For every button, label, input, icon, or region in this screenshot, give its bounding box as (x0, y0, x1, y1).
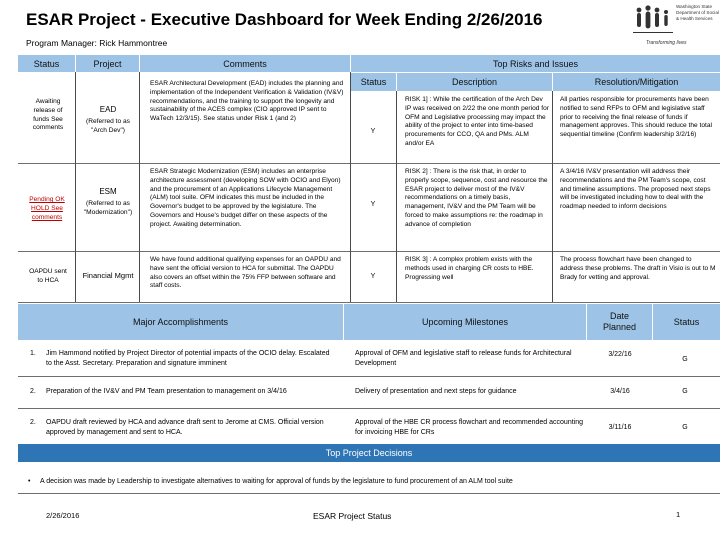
risk-resolution: The process flowchart have been changed to address these problems. The draft in Visio is out to M Brady for vetting and approval. (560, 256, 716, 281)
milestone-text: Delivery of presentation and next steps for guidance (355, 388, 517, 395)
milestone-date-header: Date Planned (587, 304, 652, 340)
row-separator (18, 376, 720, 377)
page-number: 1 (676, 510, 681, 519)
project-name: ESM (99, 187, 117, 196)
col-header-comments: Comments (140, 55, 350, 72)
milestone-text: Approval of OFM and legislative staff to release funds for Architectural Development (355, 350, 572, 367)
risk-resolution: All parties responsible for procurements have been notified to send RFPs to OFM and legislative staff prior to receiving the final release of funds if management approves. This should reduce the total sequential timeline (Confirm leadership 3/2/16) (560, 96, 712, 139)
accomplishment-number: 2. (30, 388, 36, 395)
row-separator (18, 408, 720, 409)
col-header-risk-status: Status (351, 73, 396, 91)
row-separator (18, 251, 720, 252)
row-separator (18, 163, 720, 164)
risk-description: RISK 2] : There is the risk that, in order to properly scope, sequence, cost and resource the ESAR project to deliver most of the IV&V recommendations on a timely basis, management, IV&V and the PM Team will be forced to make assumptions re: the roadmap in advance of completion (405, 168, 548, 228)
decision-item: A decision was made by Leadership to investigate alternatives to waiting for approval of funds by the legislature to fund procurement of an ALM tool suite (40, 478, 513, 485)
risk-status: Y (370, 128, 376, 135)
accomplishment-number: 1. (30, 350, 36, 357)
project-ref: (Referred to as "Modernization") (83, 200, 133, 216)
col-divider (552, 91, 553, 302)
col-header-description: Description (397, 73, 552, 91)
col-divider (396, 91, 397, 302)
milestone-date: 3/22/16 (608, 351, 632, 358)
row-separator (18, 493, 720, 494)
project-name: EAD (99, 105, 117, 114)
project-name: Financial Mgmt (82, 271, 134, 280)
milestone-status: G (682, 356, 688, 363)
project-comment: ESAR Strategic Modernization (ESM) includes an enterprise architecture assessment (developing SOW with OCIO and Elyon) and the procurement of an Applications Lifecycle Management (ALM) tool suite. OFM indicates this must be included in the Governor's budget to be approved by the legislature. The Governors and House's budget differ on these aspects of the project. Awaiting determination. (150, 168, 341, 228)
col-divider (75, 72, 76, 302)
accomplishment-text: Jim Hammond notified by Project Director of potential impacts of the OCIO delay. Escalated to the Asst. Secretary. Preparation and signature imminent (46, 350, 330, 367)
accomplishments-header: Major Accomplishments (18, 304, 343, 340)
project-status: OAPDU sent to HCA (29, 268, 67, 284)
project-status: Awaiting release of funds See comments (32, 98, 64, 132)
accomplishment-number: 2. (30, 419, 36, 426)
project-comment: We have found additional qualifying expenses for an OAPDU and have sent the official version to HCA for submittal. The OAPDU also covers an offset within the 75% FFP between software and staff costs. (150, 256, 341, 290)
milestone-status-header: Status (653, 304, 720, 340)
col-header-risks: Top Risks and Issues (351, 55, 720, 72)
col-header-status: Status (18, 55, 75, 72)
milestone-text: Approval of the HBE CR process flowchart and recommended accounting for invoicing HBE for CRs (355, 419, 584, 436)
project-ref: (Referred to as "Arch Dev") (86, 118, 130, 134)
milestone-status: G (682, 424, 688, 431)
milestone-date: 3/4/16 (610, 388, 630, 395)
logo-tagline: Transforming lives (646, 40, 687, 46)
col-divider (139, 72, 140, 302)
risk-description: RISK 3] : A complex problem exists with the methods used in charging CR costs to HBE. Progressing well (405, 256, 534, 281)
risk-description: RISK 1] : While the certification of the Arch Dev IP was received on 2/22 the one month period for OFM and Legislative processing may impact the ability of the project to enter into time-based procurements for CCO, QA and PMs. ALM and/or EA (405, 96, 549, 147)
decision-bullet: • (28, 478, 31, 485)
milestone-status: G (682, 388, 688, 395)
risk-status: Y (370, 273, 376, 280)
risk-resolution: A 3/4/16 IV&V presentation will address their recommendations and the PM Team's scope, cost and timeline assumptions. The proposed next steps will be investigated including how to deal with the roadmap needed to inform decisions (560, 168, 711, 211)
decisions-header: Top Project Decisions (18, 444, 720, 462)
footer-title: ESAR Project Status (313, 511, 392, 521)
row-separator (18, 302, 720, 303)
col-header-project: Project (76, 55, 139, 72)
footer-date: 2/26/2016 (46, 511, 80, 520)
project-comment: ESAR Architectural Development (EAD) includes the planning and implementation of the Independent Verification & Validation (IV&V) recommendations, and the training to support the longevity and sustainability of the ACES complex (CIO approved IP sent to WaTech 12/3/15). See status under Risk 1 (and 2) (150, 80, 344, 123)
accomplishment-text: Preparation of the IV&V and PM Team presentation to management on 3/4/16 (46, 388, 287, 395)
milestones-header: Upcoming Milestones (344, 304, 586, 340)
col-divider (350, 72, 351, 302)
col-header-resolution: Resolution/Mitigation (553, 73, 720, 91)
program-manager: Program Manager: Rick Hammontree (26, 38, 168, 48)
milestone-date: 3/11/16 (608, 424, 632, 431)
page-title: ESAR Project - Executive Dashboard for Week Ending 2/26/2016 (26, 10, 543, 29)
accomplishment-text: OAPDU draft reviewed by HCA and advance draft sent to Jerome at CMS. Official version approved by management and sent to HCA. (46, 419, 324, 436)
risk-status: Y (370, 201, 376, 208)
logo-text: Washington State Department of Social & Health Services (676, 4, 719, 21)
project-status-link[interactable]: Pending OK HOLD See comments (29, 196, 65, 221)
